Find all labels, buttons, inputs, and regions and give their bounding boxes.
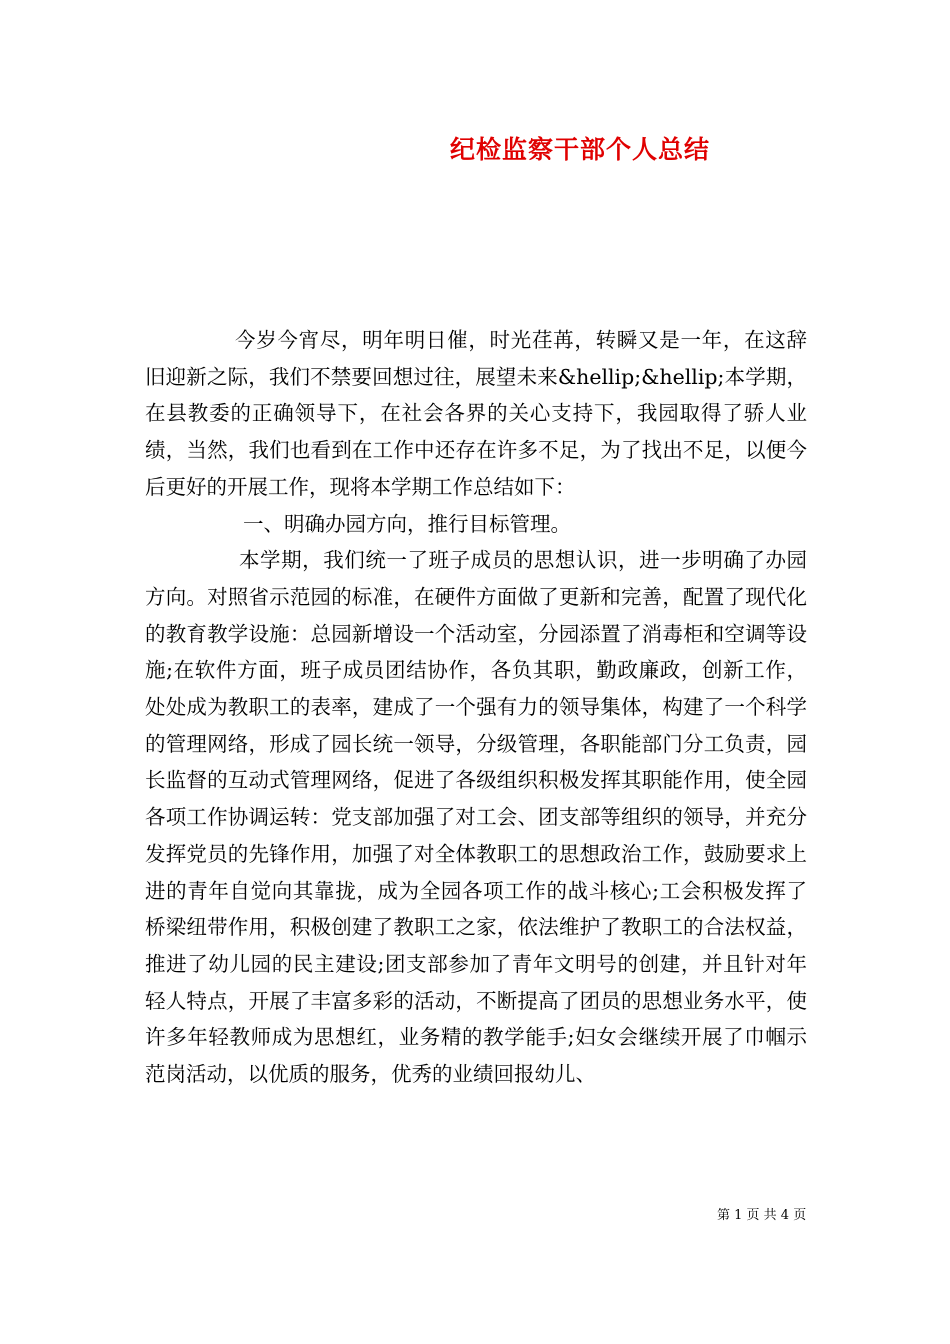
section-heading: 一、明确办园方向，推行目标管理。 xyxy=(243,511,571,536)
document-title: 纪检监察干部个人总结 xyxy=(450,135,711,164)
paragraph-intro: 今岁今宵尽，明年明日催，时光荏苒，转瞬又是一年，在这辞旧迎新之际，我们不禁要回想过往，展望未来&hellip;&hellip;本学期，在县教委的正确领导下，在社会各界的关心支持下，我园取得了骄人业绩，当然，我们也看到在工作中还存在许多不足，为了找出不足，以便今后更好的开展工作，现将本学期工作总结如下： xyxy=(145,328,807,499)
paragraph-body: 本学期，我们统一了班子成员的思想认识，进一步明确了办园方向。对照省示范园的标准，在硬件方面做了更新和完善，配置了现代化的教育教学设施：总园新增设一个活动室，分园添置了消毒柜和空调等设施;在软件方面，班子成员团结协作，各负其职，勤政廉政，创新工作，处处成为教职工的表率，建成了一个强有力的领导集体，构建了一个科学的管理网络，形成了园长统一领导，分级管理，各职能部门分工负责，园长监督的互动式管理网络，促进了各级组织积极发挥其职能作用，使全园各项工作协调运转：党支部加强了对工会、团支部等组织的领导，并充分发挥党员的先锋作用，加强了对全体教职工的思想政治工作，鼓励要求上进的青年自觉向其靠拢，成为全园各项工作的战斗核心;工会积极发挥了桥梁纽带作用，积极创建了教职工之家，依法维护了教职工的合法权益，推进了幼儿园的民主建设;团支部参加了青年文明号的创建，并且针对年轻人特点，开展了丰富多彩的活动，不断提高了团员的思想业务水平，使许多年轻教师成为思想红，业务精的教学能手;妇女会继续开展了巾帼示范岗活动，以优质的服务，优秀的业绩回报幼儿、 xyxy=(145,548,807,1087)
document-body xyxy=(145,322,807,1093)
page-footer: 第 1 页 共 4 页 xyxy=(717,1208,807,1223)
